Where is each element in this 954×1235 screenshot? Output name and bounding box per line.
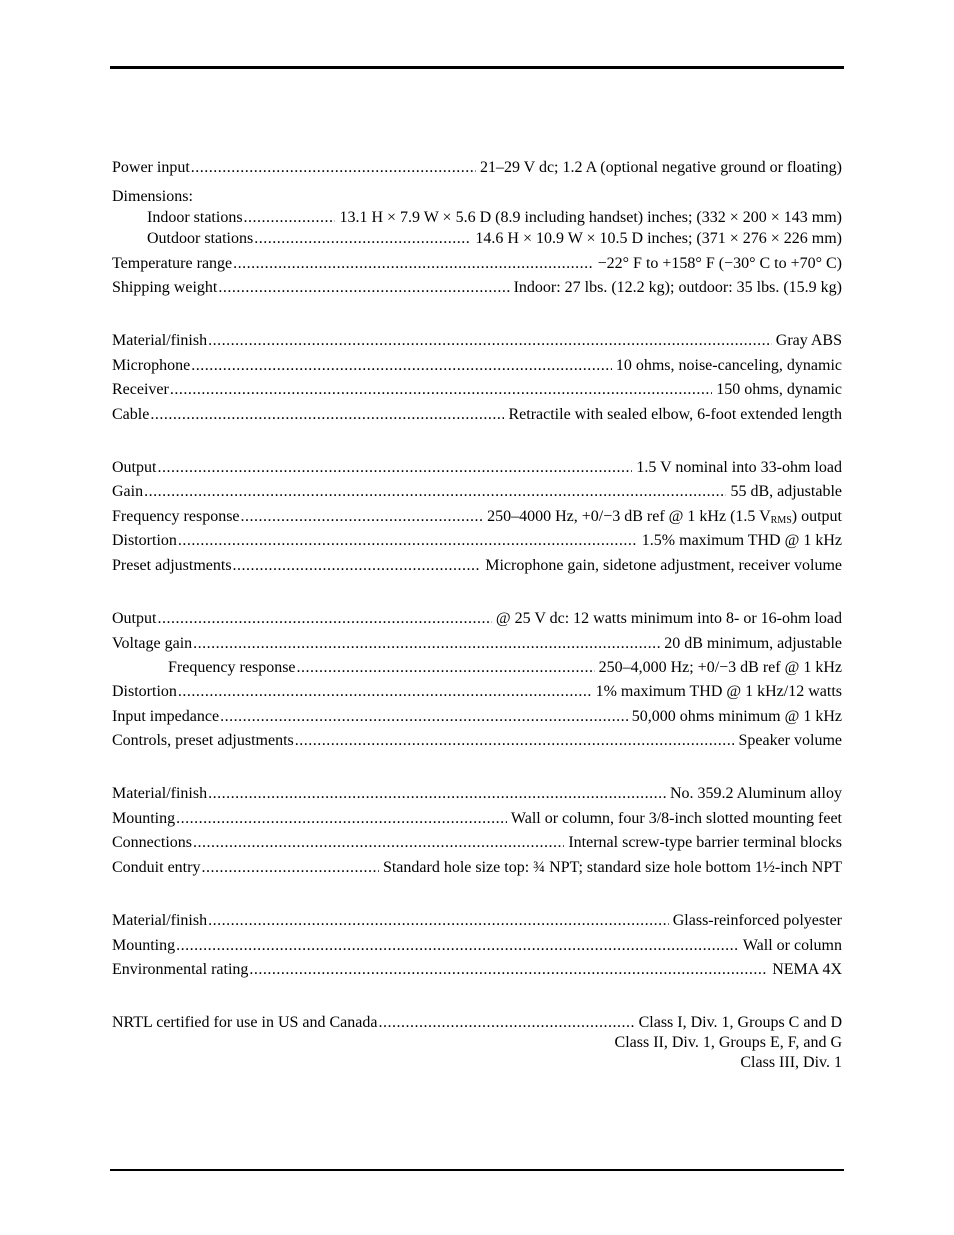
- spec-label: Output: [112, 459, 157, 476]
- spec-value: @ 25 V dc: 12 watts minimum into 8- or 16-ohm load: [495, 610, 842, 627]
- spec-value: 1.5% maximum THD @ 1 kHz: [641, 532, 842, 549]
- dot-leader: [193, 833, 564, 853]
- dot-leader: [201, 858, 379, 878]
- spec-label: Conduit entry: [112, 859, 201, 876]
- spec-handset-material: [112, 331, 842, 351]
- spec-preamp-frequency-response: [112, 507, 842, 527]
- certification-class-ii: Class II, Div. 1, Groups E, F, and G: [614, 1034, 842, 1051]
- spec-label: Output: [112, 610, 157, 627]
- spec-label: Indoor stations: [147, 209, 243, 226]
- spec-enclosure-mounting: [112, 936, 842, 956]
- spec-label: Cable: [112, 406, 150, 423]
- spec-label: Frequency response: [112, 508, 240, 525]
- spec-label: Mounting: [112, 937, 176, 954]
- dot-leader: [150, 405, 504, 425]
- spec-value: 10 ohms, noise-canceling, dynamic: [615, 357, 842, 374]
- spec-label: Mounting: [112, 810, 176, 827]
- spec-value: [487, 507, 842, 527]
- dot-leader: [241, 507, 484, 527]
- spec-label: Temperature range: [112, 255, 233, 272]
- dot-leader: [218, 278, 509, 298]
- spec-backbox-mounting: [112, 809, 842, 829]
- spec-environmental-rating: [112, 960, 842, 980]
- spec-label: Outdoor stations: [147, 230, 254, 247]
- spec-label: NRTL certified for use in US and Canada: [112, 1014, 378, 1031]
- spec-conduit-entry: [112, 858, 842, 878]
- spec-nrtl-certification: [112, 1013, 842, 1033]
- dot-leader: [249, 960, 768, 980]
- dot-leader: [193, 634, 660, 654]
- spec-value: 13.1 H × 7.9 W × 5.6 D (8.9 including handset) inches; (332 × 200 × 143 mm): [339, 209, 842, 226]
- spec-controls: [112, 731, 842, 751]
- spec-label: Environmental rating: [112, 961, 249, 978]
- spec-receiver: [112, 380, 842, 400]
- spec-temperature-range: [112, 254, 842, 274]
- dot-leader: [208, 784, 666, 804]
- dot-leader: [220, 707, 628, 727]
- spec-value: NEMA 4X: [772, 961, 842, 978]
- spec-value: 14.6 H × 10.9 W × 10.5 D inches; (371 × 276 × 226 mm): [475, 230, 842, 247]
- spec-label: Frequency response: [168, 659, 296, 676]
- dot-leader: [191, 356, 612, 376]
- dot-leader: [157, 609, 491, 629]
- dot-leader: [254, 229, 471, 249]
- spec-amp-output: [112, 609, 842, 629]
- spec-label: Receiver: [112, 381, 169, 398]
- spec-input-impedance: [112, 707, 842, 727]
- rms-subscript: RMS: [770, 515, 792, 526]
- value-text-end: ) output: [791, 508, 842, 525]
- spec-value: No. 359.2 Aluminum alloy: [670, 785, 842, 802]
- spec-power-input: [112, 158, 842, 178]
- spec-value: 250–4,000 Hz; +0/−3 dB ref @ 1 kHz: [598, 659, 842, 676]
- spec-outdoor-stations: [147, 229, 842, 249]
- dot-leader: [144, 482, 726, 502]
- dot-leader: [233, 556, 482, 576]
- spec-label: Input impedance: [112, 708, 220, 725]
- spec-label: Distortion: [112, 532, 177, 549]
- spec-microphone: [112, 356, 842, 376]
- certification-class-iii: Class III, Div. 1: [740, 1054, 842, 1071]
- spec-value: Indoor: 27 lbs. (12.2 kg); outdoor: 35 lbs. (15.9 kg): [513, 279, 842, 296]
- spec-value: Retractile with sealed elbow, 6-foot extended length: [508, 406, 842, 423]
- spec-value: Speaker volume: [738, 732, 842, 749]
- spec-label: Voltage gain: [112, 635, 193, 652]
- dot-leader: [191, 158, 476, 178]
- dot-leader: [178, 531, 638, 551]
- dot-leader: [178, 682, 592, 702]
- spec-value: Class I, Div. 1, Groups C and D: [638, 1014, 842, 1031]
- spec-connections: [112, 833, 842, 853]
- spec-value: Microphone gain, sidetone adjustment, receiver volume: [485, 557, 842, 574]
- spec-value: 50,000 ohms minimum @ 1 kHz: [631, 708, 842, 725]
- spec-value: 20 dB minimum, adjustable: [664, 635, 842, 652]
- dot-leader: [244, 208, 336, 228]
- spec-value: Gray ABS: [775, 332, 842, 349]
- spec-label: Preset adjustments: [112, 557, 232, 574]
- value-text: 250–4000 Hz, +0/−3 dB ref @ 1 kHz (1.5 V: [487, 508, 771, 525]
- spec-value: −22° F to +158° F (−30° C to +70° C): [597, 255, 842, 272]
- spec-label: Material/finish: [112, 912, 208, 929]
- dot-leader: [176, 936, 739, 956]
- spec-value: 1% maximum THD @ 1 kHz/12 watts: [595, 683, 842, 700]
- spec-value: 55 dB, adjustable: [730, 483, 842, 500]
- dot-leader: [208, 331, 772, 351]
- spec-preamp-output: [112, 458, 842, 478]
- spec-label: Microphone: [112, 357, 191, 374]
- dot-leader: [176, 809, 507, 829]
- spec-value: Standard hole size top: ¾ NPT; standard size hole bottom 1½-inch NPT: [382, 859, 842, 876]
- spec-label: Power input: [112, 159, 190, 176]
- spec-label: Connections: [112, 834, 192, 851]
- spec-preamp-distortion: [112, 531, 842, 551]
- spec-label: Material/finish: [112, 332, 208, 349]
- dot-leader: [208, 911, 669, 931]
- dimensions-heading: Dimensions:: [112, 188, 193, 205]
- dot-leader: [378, 1013, 634, 1033]
- dot-leader: [295, 731, 735, 751]
- spec-value: Glass-reinforced polyester: [672, 912, 842, 929]
- spec-cable: [112, 405, 842, 425]
- spec-value: 21–29 V dc; 1.2 A (optional negative ground or floating): [479, 159, 842, 176]
- dot-leader: [157, 458, 632, 478]
- header-rule: [110, 66, 844, 69]
- spec-value: Wall or column: [742, 937, 842, 954]
- spec-value: Internal screw-type barrier terminal blocks: [568, 834, 842, 851]
- spec-shipping-weight: [112, 278, 842, 298]
- dot-leader: [170, 380, 712, 400]
- spec-value: 1.5 V nominal into 33-ohm load: [636, 459, 842, 476]
- spec-backbox-material: [112, 784, 842, 804]
- spec-label: Material/finish: [112, 785, 208, 802]
- spec-value: 150 ohms, dynamic: [716, 381, 842, 398]
- spec-label: Gain: [112, 483, 144, 500]
- spec-label: Controls, preset adjustments: [112, 732, 294, 749]
- spec-value: Wall or column, four 3/8-inch slotted mounting feet: [510, 810, 842, 827]
- dot-leader: [233, 254, 593, 274]
- spec-preset-adjustments: [112, 556, 842, 576]
- spec-amp-distortion: [112, 682, 842, 702]
- footer-rule: [110, 1169, 844, 1171]
- spec-enclosure-material: [112, 911, 842, 931]
- spec-amp-frequency-response: [168, 658, 842, 678]
- spec-label: Distortion: [112, 683, 177, 700]
- spec-indoor-stations: [147, 208, 842, 228]
- spec-preamp-gain: [112, 482, 842, 502]
- spec-voltage-gain: [112, 634, 842, 654]
- spec-label: Shipping weight: [112, 279, 218, 296]
- dot-leader: [297, 658, 595, 678]
